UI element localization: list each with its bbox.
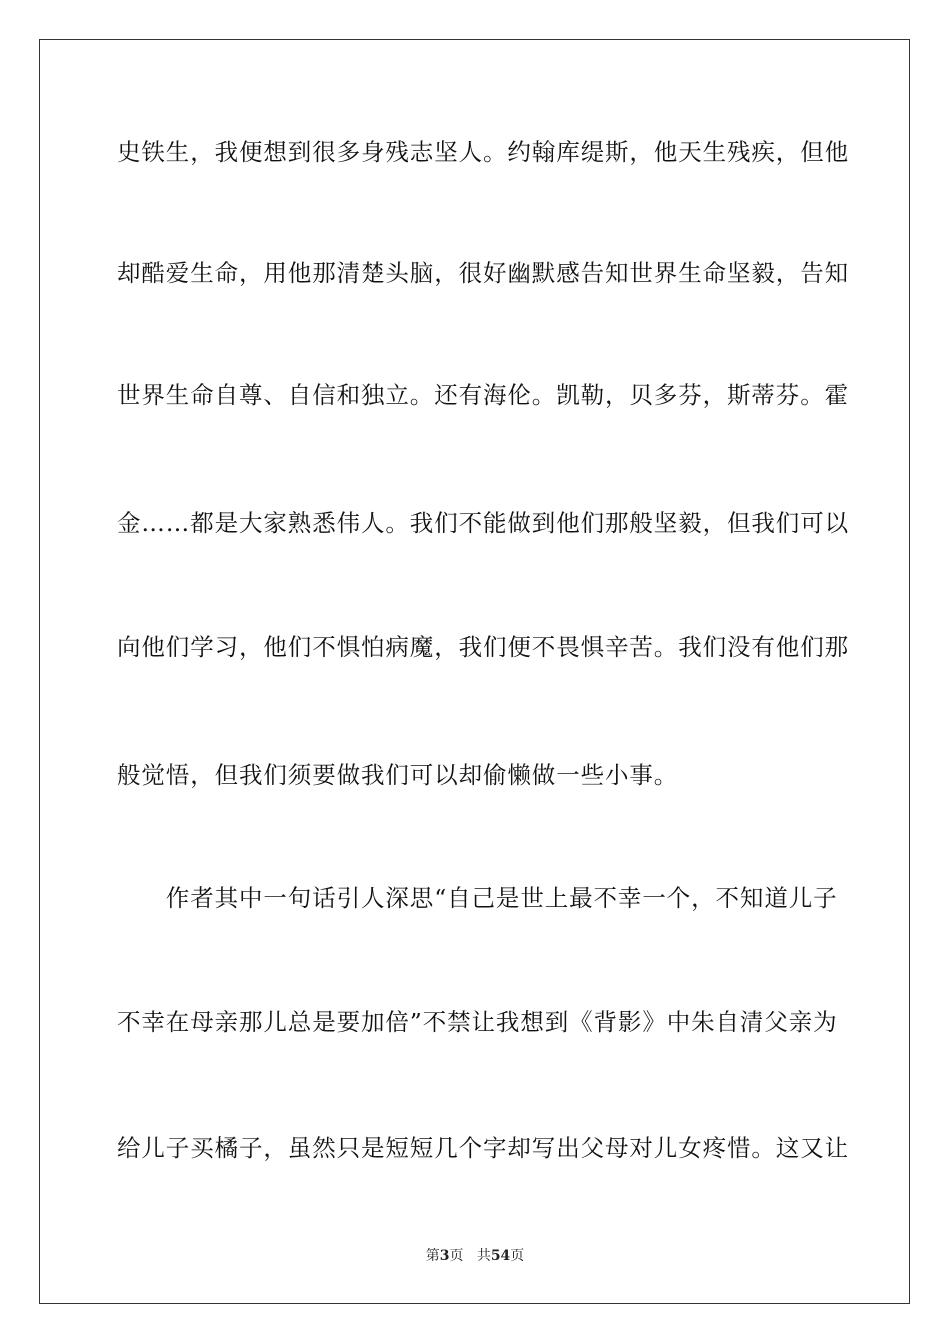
text-line-5: 向他们学习，他们不惧怕病魔，我们便不畏惧辛苦。我们没有他们那 [117,633,849,661]
total-suffix: 页 [510,1248,525,1264]
page-footer [0,1247,950,1265]
page-frame [39,39,910,1304]
page-number: 3 [439,1248,450,1264]
text-line-4: 金……都是大家熟悉伟人。我们不能做到他们那般坚毅，但我们可以 [117,509,849,537]
total-pages: 54 [490,1248,511,1264]
text-line-3: 世界生命自尊、自信和独立。还有海伦。凯勒，贝多芬，斯蒂芬。霍 [117,381,849,409]
page-suffix: 页 [449,1248,464,1264]
text-line-7: 作者其中一句话引人深思“自己是世上最不幸一个，不知道儿子 [117,884,838,912]
total-prefix: 共 [476,1248,491,1264]
text-line-1: 史铁生，我便想到很多身残志坚人。约翰库缇斯，他天生残疾，但他 [117,138,849,166]
text-line-6: 般觉悟，但我们须要做我们可以却偷懒做一些小事。 [117,761,679,789]
text-line-2: 却酷爱生命，用他那清楚头脑，很好幽默感告知世界生命坚毅，告知 [117,259,849,287]
text-line-8: 不幸在母亲那儿总是要加倍”不禁让我想到《背影》中朱自清父亲为 [117,1008,838,1036]
text-line-9: 给儿子买橘子，虽然只是短短几个字却写出父母对儿女疼惜。这又让 [117,1134,849,1162]
page-prefix: 第 [425,1248,440,1264]
